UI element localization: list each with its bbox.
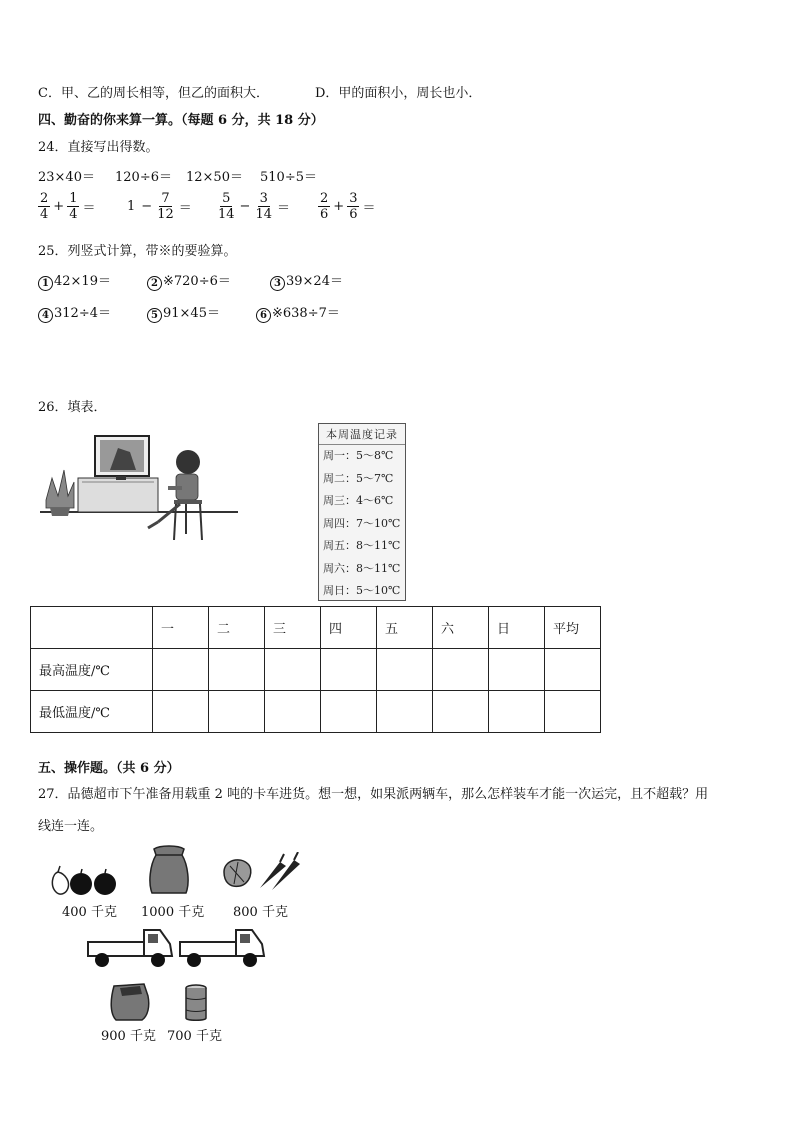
- goods-label: 700 千克: [167, 1029, 222, 1044]
- bag-icon: [108, 980, 150, 1022]
- card-row: 周三：4～6℃: [323, 494, 394, 507]
- goods-label: 900 千克: [101, 1029, 156, 1044]
- truck-icon: [86, 924, 176, 970]
- truck-icon: [178, 924, 268, 970]
- answer-cell[interactable]: [433, 691, 489, 733]
- section-4-heading: 四、勤奋的你来算一算。（每题 6 分，共 18 分）: [38, 113, 324, 128]
- card-row: 周一：5～8℃: [323, 449, 394, 462]
- answer-cell[interactable]: [377, 691, 433, 733]
- card-row: 周日：5～10℃: [323, 584, 401, 597]
- table-row: [31, 691, 601, 733]
- fraction-expr-3: $\frac{5}{14}$ − $\frac{3}{14}$ ＝: [218, 191, 291, 222]
- calc-3: 12×50＝: [186, 170, 243, 185]
- question-27-line-1: 27．品德超市下午准备用载重 2 吨的卡车进货。想一想，如果派两辆车，那么怎样装车才能一次运完，且不超载？用: [38, 787, 709, 802]
- table-header-cell: 平均: [545, 607, 601, 649]
- barrel-icon: [184, 984, 208, 1022]
- answer-cell[interactable]: [489, 649, 545, 691]
- goods-label: 1000 千克: [141, 905, 205, 920]
- vertical-calc-2: 2 ※720÷6＝: [147, 270, 231, 291]
- vertical-calc-4: 4 312÷4＝: [38, 302, 111, 323]
- vertical-calc-1: 1 42×19＝: [38, 270, 111, 291]
- question-26: 26．填表．: [38, 400, 107, 415]
- child-tv-illustration: [40, 430, 240, 545]
- fraction-expr-1: $\frac{2}{4}$ + $\frac{1}{4}$ ＝: [40, 191, 96, 222]
- goods-label: 800 千克: [233, 905, 288, 920]
- card-row: 周四：7～10℃: [323, 516, 401, 530]
- table-header-cell: [31, 607, 153, 649]
- card-title: 本周温度记录: [319, 424, 405, 445]
- table-header-cell: 四: [321, 607, 377, 649]
- table-header-cell: 一: [153, 607, 209, 649]
- option-c: C．甲、乙的周长相等，但乙的面积大．: [38, 86, 269, 101]
- question-24: 24．直接写出得数。: [38, 140, 159, 155]
- section-5-heading: 五、操作题。（共 6 分）: [38, 761, 180, 776]
- vegetables-icon: [220, 852, 302, 892]
- vertical-calc-5: 5 91×45＝: [147, 302, 220, 323]
- option-d: D．甲的面积小，周长也小．: [315, 86, 482, 101]
- answer-cell[interactable]: [321, 649, 377, 691]
- question-27-line-2: 线连一连。: [38, 819, 104, 834]
- table-header-cell: 六: [433, 607, 489, 649]
- table-header-cell: 日: [489, 607, 545, 649]
- card-row: 周二：5～7℃: [323, 471, 394, 485]
- table-header-cell: 三: [265, 607, 321, 649]
- fraction-expr-4: $\frac{2}{6}$ + $\frac{3}{6}$ ＝: [320, 191, 376, 222]
- calc-4: 510÷5＝: [260, 170, 317, 185]
- table-header-cell: 二: [209, 607, 265, 649]
- answer-cell[interactable]: [489, 691, 545, 733]
- answer-cell[interactable]: [545, 691, 601, 733]
- calc-1: 23×40＝: [38, 170, 95, 185]
- table-header-cell: 五: [377, 607, 433, 649]
- card-row: 周五：8～11℃: [323, 539, 401, 552]
- answer-cell[interactable]: [545, 649, 601, 691]
- answer-cell[interactable]: [377, 649, 433, 691]
- temperature-record-card: [318, 423, 406, 601]
- row-label: 最低温度/℃: [31, 691, 153, 733]
- answer-cell[interactable]: [153, 649, 209, 691]
- goods-label: 400 千克: [62, 905, 117, 920]
- card-row: 周六：8～11℃: [323, 561, 401, 575]
- vertical-calc-6: 6 ※638÷7＝: [256, 302, 340, 323]
- table-row: [31, 649, 601, 691]
- sack-icon: [146, 845, 192, 895]
- question-25: 25．列竖式计算，带※的要验算。: [38, 244, 237, 259]
- row-label: 最高温度/℃: [31, 649, 153, 691]
- answer-cell[interactable]: [265, 691, 321, 733]
- fruit-icon: [48, 862, 120, 898]
- calc-2: 120÷6＝: [115, 170, 172, 185]
- answer-cell[interactable]: [265, 649, 321, 691]
- answer-cell[interactable]: [321, 691, 377, 733]
- vertical-calc-3: 3 39×24＝: [270, 270, 343, 291]
- fraction-expr-2: 1 − $\frac{7}{12}$ ＝: [127, 191, 192, 222]
- answer-cell[interactable]: [433, 649, 489, 691]
- table-header-row: [31, 607, 601, 649]
- answer-cell[interactable]: [209, 691, 265, 733]
- answer-cell[interactable]: [209, 649, 265, 691]
- temperature-table: [30, 606, 601, 733]
- answer-cell[interactable]: [153, 691, 209, 733]
